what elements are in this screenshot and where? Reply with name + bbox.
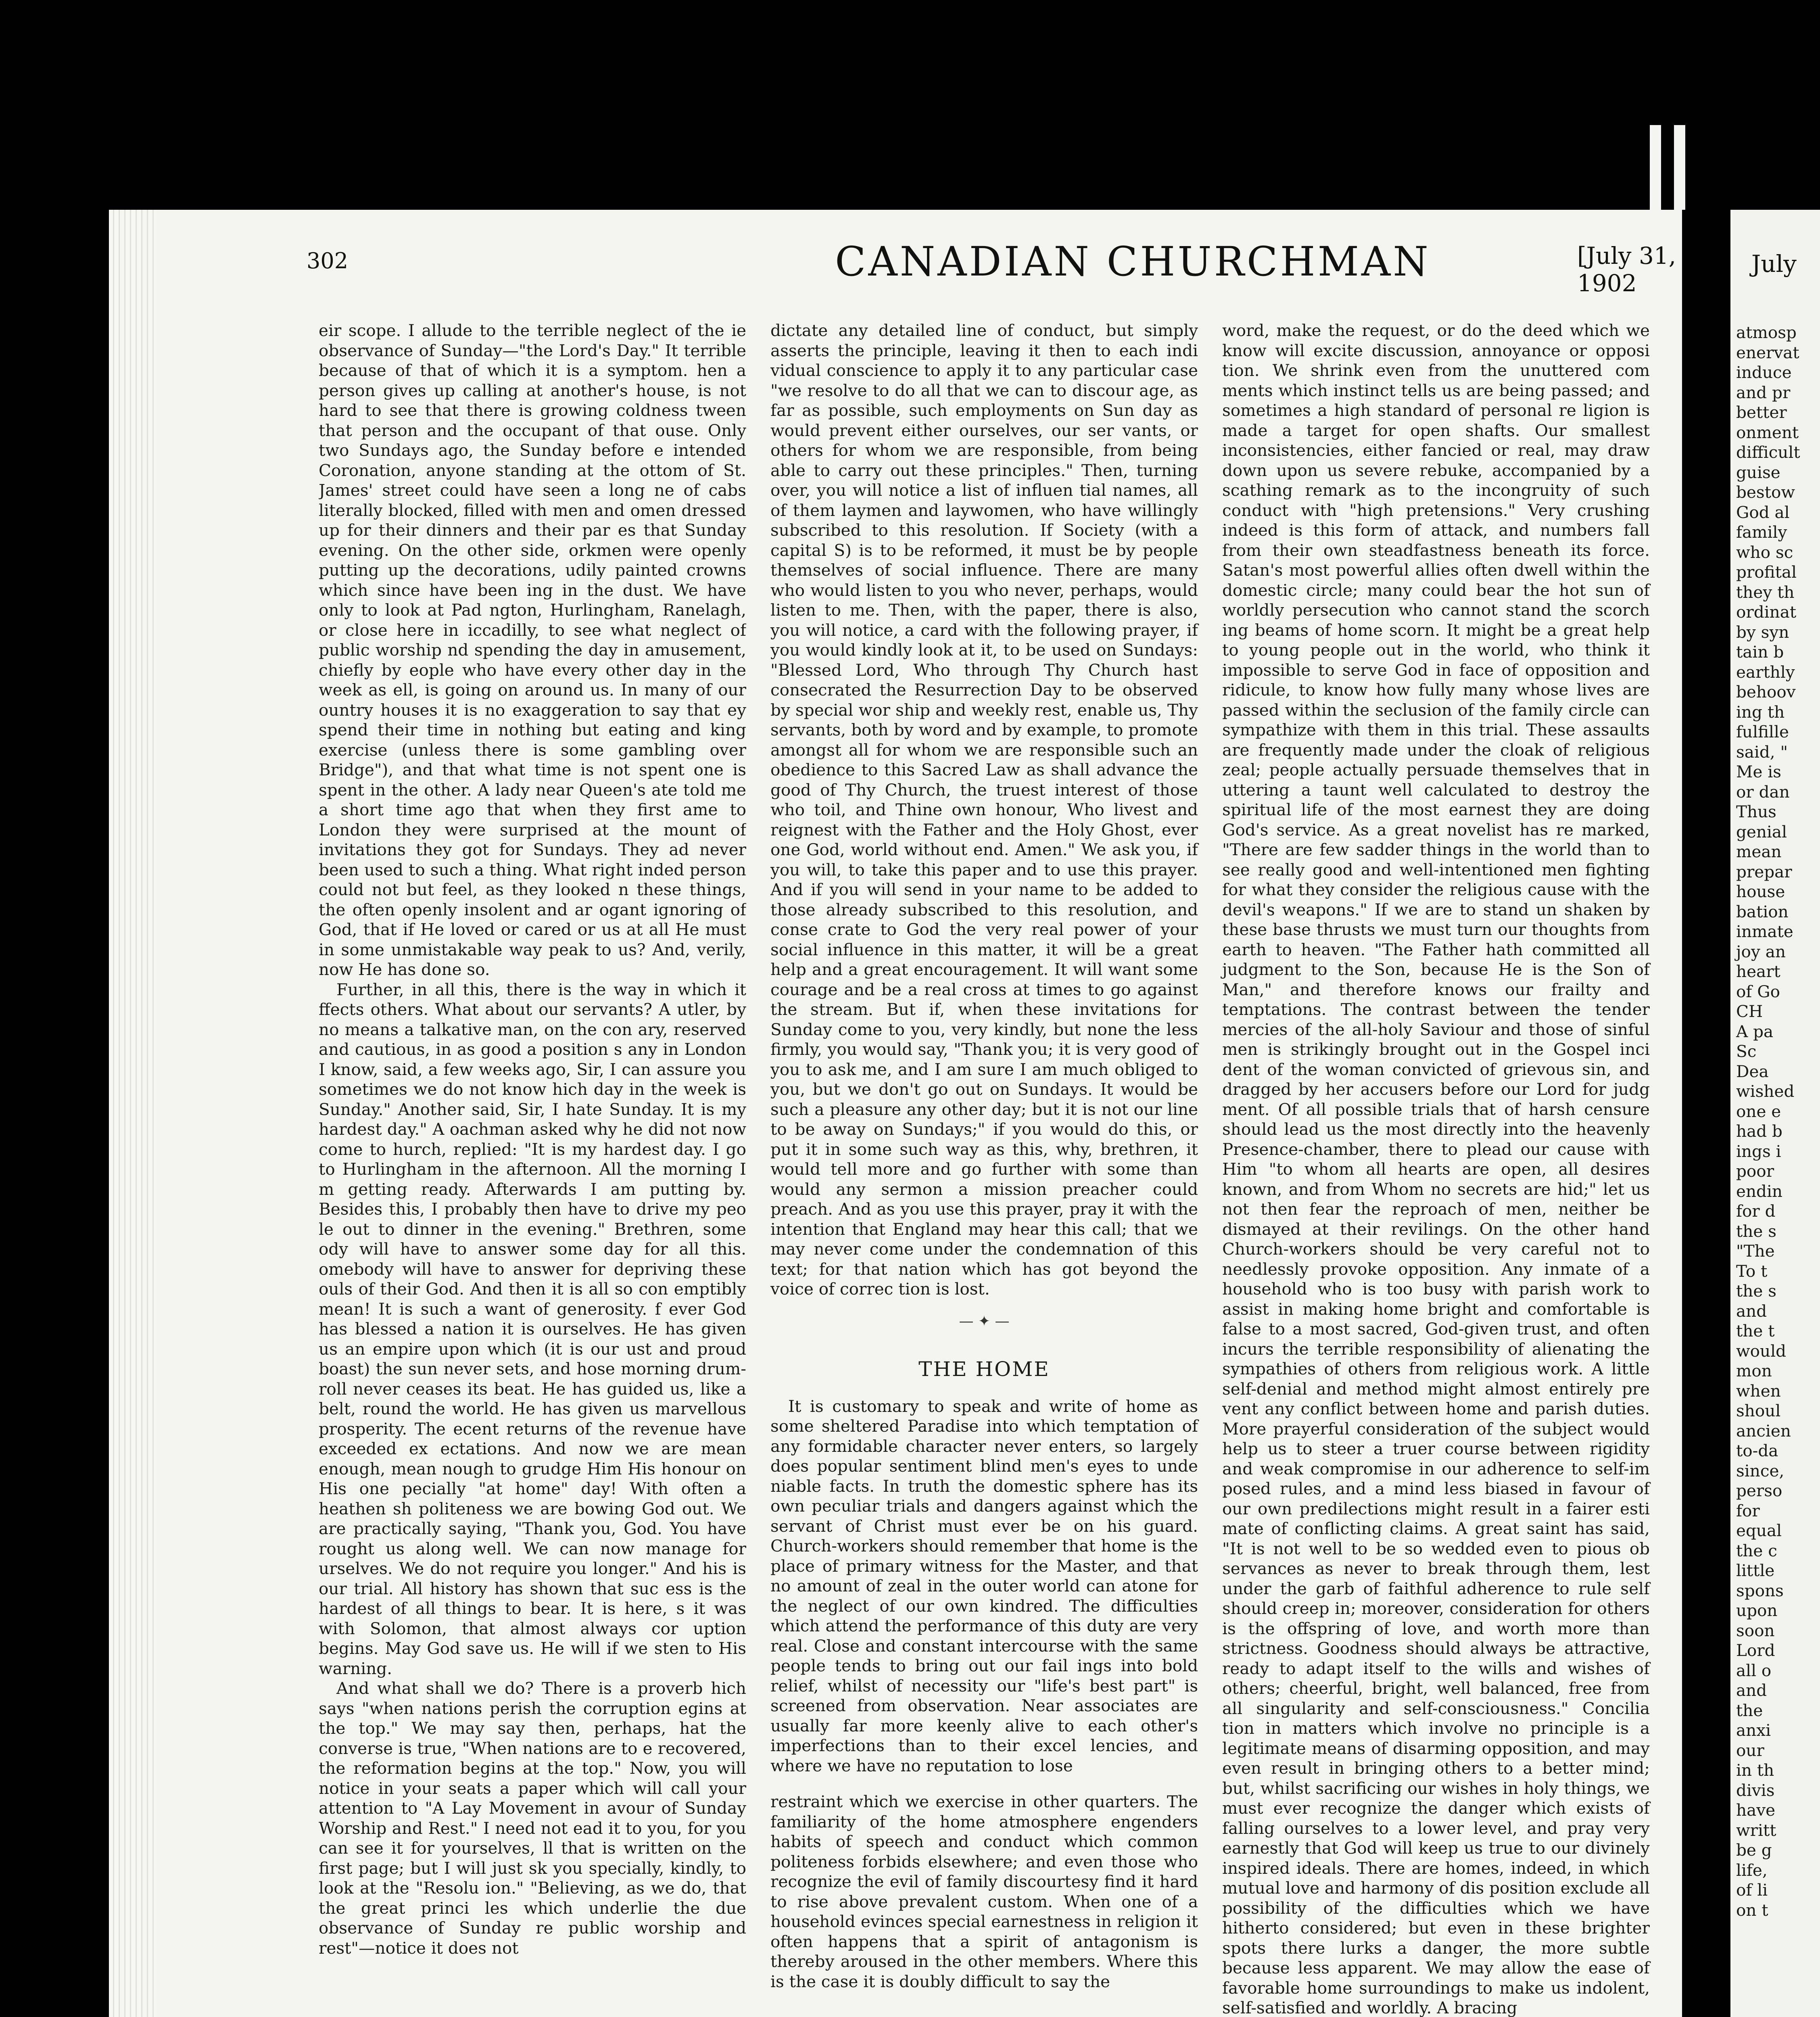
column-2	[770, 321, 1198, 1992]
facing-page-line: genial	[1736, 822, 1787, 841]
facing-page-line: endin	[1736, 1181, 1783, 1201]
facing-page-line: writt	[1736, 1820, 1776, 1840]
facing-page-line: our	[1736, 1740, 1764, 1760]
facing-page-line: mon	[1736, 1361, 1772, 1380]
section-heading: THE HOME	[918, 1357, 1050, 1381]
facing-page-line: ordinat	[1736, 602, 1797, 622]
facing-page-line: A pa	[1736, 1021, 1774, 1041]
facing-page-line: and pr	[1736, 382, 1791, 402]
facing-page-line: bation	[1736, 902, 1789, 921]
facing-page-line: heart	[1736, 962, 1780, 981]
facing-page-line: of li	[1736, 1880, 1768, 1900]
facing-page-column	[1736, 323, 1820, 1920]
registration-mark	[1650, 125, 1661, 210]
facing-page-line: Dea	[1736, 1061, 1769, 1081]
facing-page-line: atmosp	[1736, 323, 1797, 342]
facing-page-line: to-da	[1736, 1441, 1778, 1460]
facing-page-line: one e	[1736, 1101, 1781, 1121]
facing-page-line: wished	[1736, 1082, 1795, 1101]
facing-page-line: family	[1736, 522, 1787, 542]
facing-page-line: profital	[1736, 562, 1797, 582]
facing-page-line: poor	[1736, 1161, 1774, 1181]
facing-page-line: spons	[1736, 1581, 1784, 1600]
facing-page-line: mean	[1736, 842, 1782, 861]
facing-page-line: bestow	[1736, 482, 1795, 502]
paragraph: And what shall we do? There is a proverb hich says "when nations perish the corruption egins at the top." We may say then, perhaps, hat the converse is true, "When nations are to e recovered, the reformation begins at the top." Now, you will notice in your seats a paper which will call your attention to "A Lay Movement in avour of Sunday Worship and Rest." I need not ead it to you, for you can see it for yourselves, ll that is written on the first page; but I will just sk you specially, kindly, to look at the "Resolu ion." "Believing, as we do, that the great princi les which underlie the due observance of Sunday re public worship and rest"—notice it does not	[319, 1679, 746, 1958]
facing-page-line: upon	[1736, 1601, 1778, 1620]
facing-page-line: onment	[1736, 422, 1799, 442]
facing-page-line: life,	[1736, 1860, 1768, 1880]
facing-page-line: all o	[1736, 1660, 1772, 1680]
left-page	[109, 210, 1682, 2017]
facing-page-line: joy an	[1736, 942, 1786, 961]
facing-page-line: tain b	[1736, 642, 1784, 662]
facing-page-line: in th	[1736, 1760, 1774, 1780]
facing-page-line: on t	[1736, 1900, 1768, 1920]
facing-page-line: ancien	[1736, 1421, 1791, 1441]
facing-page-line: better	[1736, 403, 1787, 422]
facing-page-line: for	[1736, 1501, 1760, 1520]
facing-page-line: the s	[1736, 1221, 1776, 1241]
paragraph: Further, in all this, there is the way in which it ffects others. What about our servants? A utler, by no means a talkative man, on the con ary, reserved and cautious, in as good a position s any in London I know, said, a few weeks ago, Sir, I can assure you sometimes we do not know hich day in the week is Sunday." Another said, Sir, I hate Sunday. It is my hardest day." A oachman asked why he did not now come to hurch, replied: "It is my hardest day. I go to Hurlingham in the afternoon. All the morning I m getting ready. Afterwards I am putting by. Besides this, I probably then have to drive my peo le out to dinner in the evening." Brethren, some ody will have to answer some day for all this. omebody will have to answer for depriving these ouls of their God. And then it is all so con emptibly mean! It is such a want of generosity. f ever God has blessed a nation it is ourselves. He has given us an empire upon which (it is our ust and proud boast) the sun never sets, and hose morning drum-roll never ceases its beat. He has guided us, like a belt, round the world. He has given us marvellous prosperity. The ecent returns of the revenue have exceeded ex ectations. And now we are mean enough, mean nough to grudge Him His honour on His one pecially "at home" day! With often a heathen sh politeness we are bowing God out. We are practically saying, "Thank you, God. You have rought us along well. We can now manage for urselves. We do not require you longer." And his is our trial. All history has shown that suc ess is the hardest of all things to bear. It is here, s it was with Solomon, that almost always cor uption begins. May God save us. He will if we sten to His warning.	[319, 979, 746, 1678]
facing-page-line: divis	[1736, 1780, 1775, 1800]
facing-page-line: by syn	[1736, 622, 1789, 642]
facing-page-line: said, "	[1736, 742, 1788, 762]
facing-page-line: they th	[1736, 582, 1795, 602]
facing-page-line: ing th	[1736, 702, 1785, 722]
page-number: 302	[307, 248, 349, 274]
facing-page-line: or dan	[1736, 782, 1790, 802]
facing-page-line: "The	[1736, 1241, 1775, 1261]
facing-page-line: equal	[1736, 1521, 1782, 1540]
registration-mark	[1674, 125, 1685, 210]
facing-page-line: of Go	[1736, 981, 1780, 1001]
facing-page-line: Me is	[1736, 762, 1782, 781]
facing-page-line: enervat	[1736, 342, 1799, 362]
facing-page-line: inmate	[1736, 922, 1793, 941]
facing-page-line: perso	[1736, 1481, 1782, 1500]
facing-page-line: and	[1736, 1301, 1767, 1321]
facing-page-line: have	[1736, 1800, 1776, 1820]
facing-page-header: July	[1751, 250, 1797, 278]
facing-page-line: Lord	[1736, 1641, 1775, 1660]
facing-page-edge	[1730, 210, 1820, 2017]
facing-page-line: little	[1736, 1561, 1775, 1580]
facing-page-line: be g	[1736, 1840, 1772, 1860]
facing-page-line: when	[1736, 1381, 1781, 1401]
facing-page-line: since,	[1736, 1461, 1785, 1480]
facing-page-line: earthly	[1736, 662, 1795, 682]
facing-page-line: guise	[1736, 462, 1780, 482]
facing-page-line: Sc	[1736, 1042, 1757, 1061]
paragraph: eir scope. I allude to the terrible neglect of the ie observance of Sunday—"the Lord's Day." It terrible because of that of which it is a symptom. hen a person gives up calling at another's house, is not hard to see that there is growing coldness tween that person and the occupant of that ouse. Only two Sundays ago, the Sunday before e intended Coronation, anyone standing at the ottom of St. James' street could have seen a long ne of cabs literally blocked, filled with men and omen dressed up for their dinners and their par es that Sunday evening. On the other side, orkmen were openly putting up the decorations, udily painted crowns which since have been ing in the dust. We have only to look at Pad ngton, Hurlingham, Ranelagh, or close here in iccadilly, to see what neglect of public worship nd spending the day in amusement, chiefly by eople who have every other day in the week as ell, is going on around us. In many of our ountry houses it is no exaggeration to say that ey spend their time in nothing but eating and king exercise (unless there is some gambling over Bridge"), and that what time is not spent one is spent in the other. A lady near Queen's ate told me a short time ago that when they first ame to London they were surprised at the mount of invitations they got for Sundays. They ad never been used to such a thing. What right inded person could not but feel, as they looked n these things, the often openly insolent and ar ogant ignoring of God, that if He loved or cared or us at all He must in some unmistakable way peak to us? And, verily, now He has done so.	[319, 321, 746, 979]
column-3	[1222, 321, 1650, 2017]
facing-page-line: the s	[1736, 1281, 1776, 1301]
masthead: CANADIAN CHURCHMAN	[835, 238, 1431, 285]
paragraph: dictate any detailed line of conduct, but simply asserts the principle, leaving it then to each indi vidual conscience to apply it to any particular case "we resolve to do all that we can to discour age, as far as possible, such employments on Sun day as would prevent either ourselves, our ser vants, or others for whom we are responsible, from being able to carry out these principles." Then, turning over, you will notice a list of influen tial names, all of them laymen and laywomen, who have willingly subscribed to this resolution. If Society (with a capital S) is to be reformed, it must be by people themselves of social influence. There are many who would listen to you who never, perhaps, would listen to me. Then, with the paper, there is also, you will notice, a card with the following prayer, if you would kindly look at it, to be used on Sundays: "Blessed Lord, Who through Thy Church hast consecrated the Resurrection Day to be observed by special wor ship and weekly rest, enable us, Thy servants, both by word and by example, to promote amongst all for whom we are responsible such an obedience to this Sacred Law as shall advance the good of Thy Church, the truest interest of those who toil, and Thine own honour, Who livest and reignest with the Father and the Holy Ghost, ever one God, world without end. Amen." We ask you, if you will, to take this paper and to use this prayer. And if you will send in your name to be added to those already subscribed to this resolution, and conse crate to God the very real power of your social influence in this matter, it will be a great help and a great encouragement. It will want some courage and be a real cross at times to go against the stream. But if, when these invitations for Sunday come to you, very kindly, but none the less firmly, you would say, "Thank you; it is very good of you to ask me, and I am sure I am much obliged to you, but we don't go out on Sundays. It would be such a pleasure any other day; but it is not our line to be away on Sundays;" if you would do this, or put it in some such way as this, why, brethren, it would tell more and go further with some than would any sermon a mission preacher could preach. And as you use this prayer, pray it with the intention that England may hear this call; that we may never come under the condemnation of this text; for that nation which has got beyond the voice of correc tion is lost.	[770, 321, 1198, 1299]
issue-date: [July 31, 1902	[1577, 242, 1676, 297]
facing-page-line: who sc	[1736, 542, 1793, 562]
facing-page-line: induce	[1736, 363, 1792, 382]
facing-page-line: shoul	[1736, 1401, 1781, 1420]
facing-page-line: for d	[1736, 1201, 1776, 1221]
facing-page-line: would	[1736, 1341, 1787, 1361]
facing-page-line: CH	[1736, 1002, 1763, 1021]
paragraph: It is customary to speak and write of home as some sheltered Paradise into which temptation of any formidable character never enters, so largely does popular sentiment blind men's eyes to unde niable facts. In truth the domestic sphere has its own peculiar trials and dangers against which the servant of Christ must ever be on his guard. Church-workers should remember that home is the place of primary witness for the Master, and that no amount of zeal in the outer world can atone for the neglect of our own kindred. The difficulties which attend the performance of this duty are very real. Close and constant intercourse with the same people tends to bring out our fail ings into bold relief, whilst of necessity our "life's best part" is screened from observation. Near associates are usually far more keenly alive to each other's imperfections than to their excel lencies, and where we have no reputation to lose	[770, 1396, 1198, 1775]
facing-page-line: To t	[1736, 1261, 1768, 1281]
facing-page-line: behoov	[1736, 682, 1796, 702]
facing-page-line: anxi	[1736, 1721, 1771, 1740]
facing-page-line: God al	[1736, 502, 1790, 522]
facing-page-line: house	[1736, 882, 1785, 901]
facing-page-line: fulfille	[1736, 722, 1789, 741]
facing-page-line: ings i	[1736, 1141, 1781, 1161]
paragraph: word, make the request, or do the deed which we know will excite discussion, annoyance or opposi tion. We shrink even from the unuttered com ments which instinct tells us are being passed; and sometimes a high standard of personal re ligion is made a target for open shafts. Our smallest inconsistencies, either fancied or real, may draw down upon us severe rebuke, accompanied by a scathing remark as to the incongruity of such conduct with "high pretensions." Very crushing indeed is this form of attack, and numbers fall from their own steadfastness beneath its force. Satan's most powerful allies often dwell within the domestic circle; many could bear the hot sun of worldly persecution who cannot stand the scorch ing beams of home scorn. It might be a great help to young people out in the world, who think it impossible to serve God in face of opposition and ridicule, to know how fully many whose lives are passed within the seclusion of the family circle can sympathize with them in this trial. These assaults are frequently made under the cloak of religious zeal; people actually persuade themselves that in uttering a taunt well calculated to destroy the spiritual life of the most earnest they are doing God's service. As a great novelist has re marked, "There are few sadder things in the world than to see really good and well-intentioned men fighting for what they consider the religious cause with the devil's weapons." If we are to stand un shaken by these base thrusts we must turn our thoughts from earth to heaven. "The Father hath committed all judgment to the Son, because He is the Son of Man," and therefore knows our frailty and temptations. The contrast between the tender mercies of the all-holy Saviour and those of sinful men is strikingly brought out in the Gospel inci dent of the woman convicted of grievous sin, and dragged by her accusers before our Lord for judg ment. Of all possible trials that of harsh censure should lead us the most directly into the heavenly Presence-chamber, there to plead our cause with Him "to whom all hearts are open, all desires known, and from Whom no secrets are hid;" let us not then fear the reproach of men, neither be dismayed at their revilings. On the other hand Church-workers should be very careful not to needlessly provoke opposition. Any inmate of a household who is too busy with parish work to assist in making home bright and comfortable is false to a most sacred, God-given trust, and often incurs the terrible responsibility of alienating the sympathies of others from religious work. A little self-denial and method might almost entirely pre vent any conflict between home and parish duties. More prayerful consideration of the subject would help us to steer a truer course between rigidity and weak compromise in our adherence to self-im posed rules, and a mind less biased in favour of our own predilections might result in a fairer esti mate of conflicting claims. A great saint has said, "It is not well to be so wedded even to pious ob servances as never to break through them, lest under the garb of faithful adherence to rule self should creep in; moreover, consideration for others is the offspring of love, and worth more than strictness. Goodness should always be attractive, ready to adapt itself to the wills and wishes of others; cheerful, bright, well balanced, free from all singularity and self-consciousness." Concilia tion in matters which involve no principle is a legitimate means of disarming opposition, and may even result in bringing others to a better mind; but, whilst sacrificing our wishes in holy things, we must ever recognize the danger which exists of falling ourselves to a lower level, and pray very earnestly that God will keep us true to our divinely inspired ideals. There are homes, indeed, in which mutual love and harmony of dis position exclude all possibility of the difficulties which we have hitherto considered; but even in these brighter spots there lurks a danger, the more subtle because less apparent. We may allow the ease of favorable home surroundings to make us indolent, self-satisfied and worldly. A bracing	[1222, 321, 1650, 2017]
facing-page-line: soon	[1736, 1620, 1775, 1640]
facing-page-line: Thus	[1736, 802, 1776, 821]
facing-page-line: the	[1736, 1700, 1763, 1720]
facing-page-line: and	[1736, 1681, 1767, 1700]
facing-page-line: prepar	[1736, 862, 1792, 881]
facing-page-line: had b	[1736, 1121, 1782, 1141]
binding-shadow	[109, 210, 157, 2017]
facing-page-line: the t	[1736, 1321, 1775, 1340]
column-1	[319, 321, 746, 2017]
facing-page-line: the c	[1736, 1541, 1777, 1560]
paragraph: restraint which we exercise in other quarters. The familiarity of the home atmosphere engenders habits of speech and conduct which common politeness forbids elsewhere; and even those who recognize the evil of family discourtesy find it hard to rise above prevalent custom. When one of a household evinces special earnestness in religion it often happens that a spirit of antagonism is thereby aroused in the other members. Where this is the case it is doubly difficult to say the	[770, 1792, 1198, 1991]
facing-page-line: difficult	[1736, 443, 1800, 462]
section-ornament: — ✦ —	[959, 1313, 1010, 1330]
